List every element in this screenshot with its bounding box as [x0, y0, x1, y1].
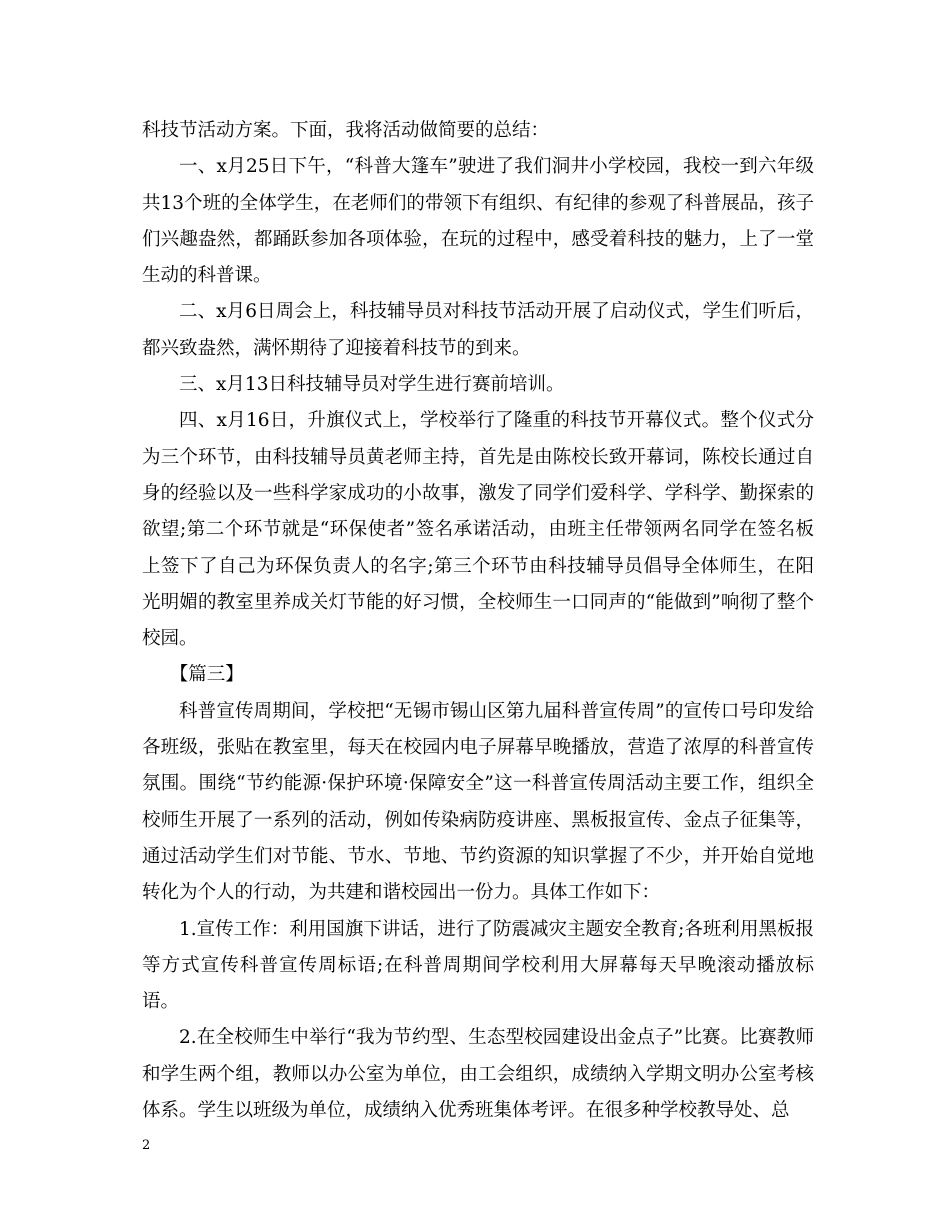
paragraph-list-item-2: 2.在全校师生中举行“我为节约型、生态型校园建设出金点子”比赛。比赛教师和学生两个组，教师以办公室为单位，由工会组织，成绩纳入学期文明办公室考核体系。学生以班级为单位，成绩纳入优秀班集体考评。在很多种学校教导处、总 — [142, 1027, 814, 1122]
paragraph-item-3: 三、x月13日科技辅导员对学生进行赛前培训。 — [179, 374, 565, 396]
paragraph-item-2: 二、x月6日周会上，科技辅导员对科技节活动开展了启动仪式，学生们听后，都兴致盎然，满怀期待了迎接着科技节的到来。 — [142, 301, 814, 359]
section-heading: 【篇三】 — [169, 664, 244, 686]
paragraph-section-intro: 科普宣传周期间，学校把“无锡市锡山区第九届科普宣传周”的宣传口号印发给各班级，张贴在教室里，每天在校园内电子屏幕早晚播放，营造了浓厚的科普宣传氛围。围绕“节约能源·保护环境·保障安全”这一科普宣传周活动主要工作，组织全校师生开展了一系列的活动，例如传染病防疫讲座、黑板报宣传、金点子征集等，通过活动学生们对节能、节水、节地、节约资源的知识掌握了不少，并开始自觉地转化为个人的行动，为共建和谐校园出一份力。具体工作如下： — [142, 700, 814, 904]
paragraph-continuation: 科技节活动方案。下面，我将活动做简要的总结： — [142, 120, 550, 141]
paragraph-item-4: 四、x月16日，升旗仪式上，学校举行了隆重的科技节开幕仪式。整个仪式分为三个环节，由科技辅导员黄老师主持，首先是由陈校长致开幕词，陈校长通过自身的经验以及一些科学家成功的小故事，激发了同学们爱科学、学科学、勤探索的欲望;第二个环节就是“环保使者”签名承诺活动，由班主任带领两名同学在签名板上签下了自己为环保负责人的名字;第三个环节由科技辅导员倡导全体师生，在阳光明媚的教室里养成关灯节能的好习惯，全校师生一口同声的“能做到”响彻了整个校园。 — [142, 410, 814, 650]
paragraph-item-1: 一、x月25日下午，“科普大篷车”驶进了我们洞井小学校园，我校一到六年级共13个班的全体学生，在老师们的带领下有组织、有纪律的参观了科普展品，孩子们兴趣盎然，都踊跃参加各项体验，在玩的过程中，感受着科技的魅力，上了一堂生动的科普课。 — [142, 156, 814, 287]
paragraph-list-item-1: 1.宣传工作：利用国旗下讲话，进行了防震减灾主题安全教育;各班利用黑板报等方式宣传科普宣传周标语;在科普周期间学校利用大屏幕每天早晚滚动播放标语。 — [142, 918, 814, 1013]
document-body — [142, 113, 814, 1129]
page-number: 2 — [142, 1138, 151, 1153]
